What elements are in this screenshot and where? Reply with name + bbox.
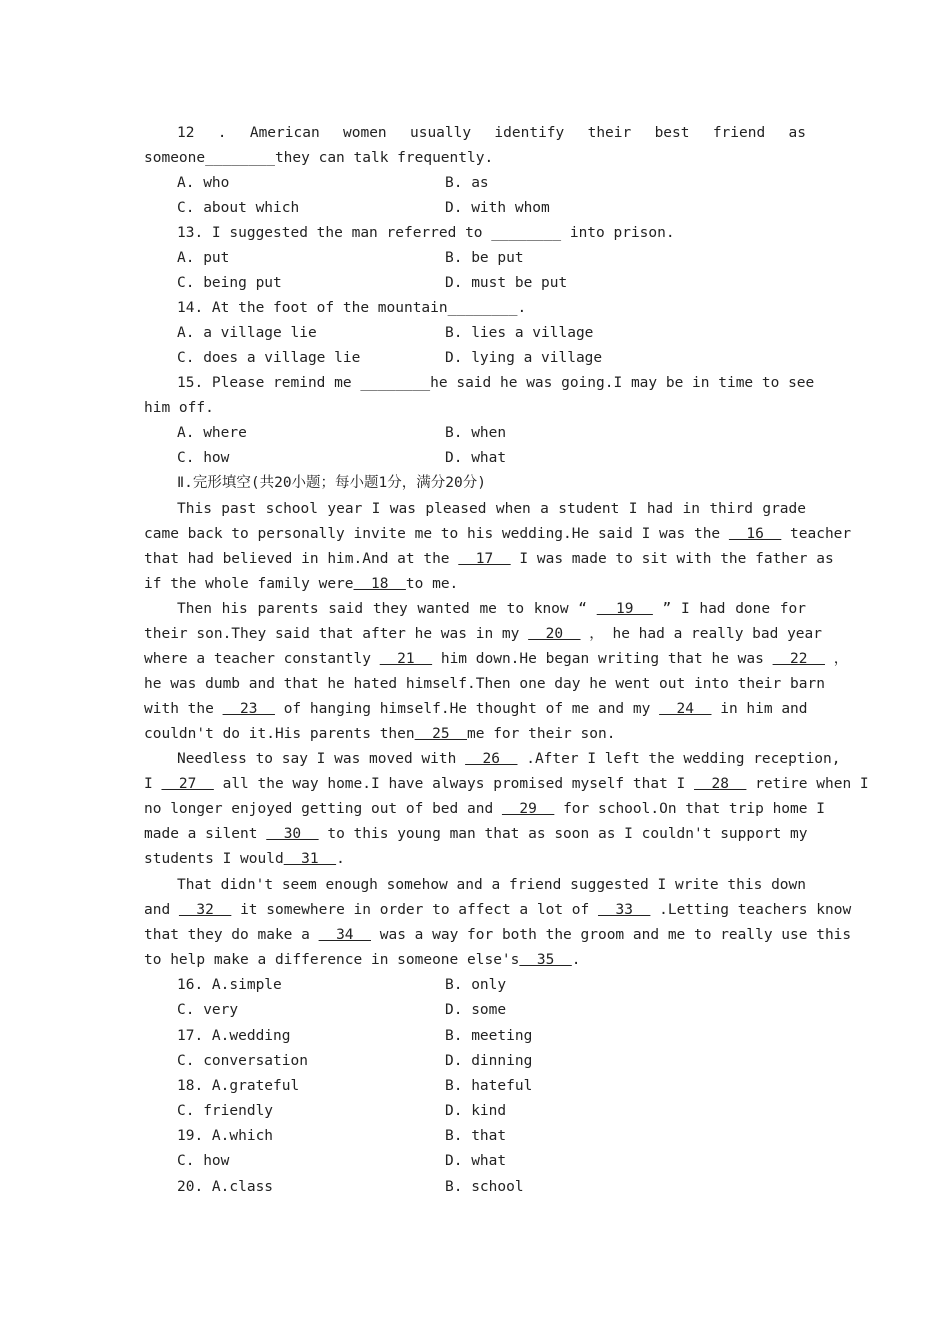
passage-line: That didn't seem enough somehow and a friend suggested I write this down (177, 877, 806, 893)
blank-25: 25 (414, 726, 468, 742)
passage-line: Needless to say I was moved with 26 .After I left the wedding reception, (177, 751, 841, 767)
question-14-option-b: B. lies a village (445, 325, 594, 341)
option-16-a: 16. A.simple (177, 977, 282, 993)
option-18-c: C. friendly (177, 1103, 274, 1119)
passage-line: I 27 all the way home.I have always promised myself that I 28 retire when I (144, 776, 869, 792)
blank-19: 19 (596, 601, 653, 617)
option-17-b: B. meeting (445, 1028, 533, 1044)
question-14-option-c: C. does a village lie (177, 350, 361, 366)
question-15-option-c: C. how (177, 450, 230, 466)
passage-line: that had believed in him.And at the 17 I was made to sit with the father as (144, 551, 834, 567)
passage-line: students I would 31 . (144, 851, 345, 867)
question-14-text: 14. At the foot of the mountain________. (177, 300, 527, 316)
blank-30: 30 (266, 826, 319, 842)
option-20-a: 20. A.class (177, 1179, 274, 1195)
blank-28: 28 (694, 776, 747, 792)
passage-line: if the whole family were 18 to me. (144, 576, 459, 592)
section-heading: Ⅱ.完形填空(共20小题；每小题1分，满分20分) (177, 475, 486, 491)
option-19-b: B. that (445, 1128, 507, 1144)
option-18-d: D. kind (445, 1103, 507, 1119)
blank-31: 31 (283, 851, 337, 867)
question-13-option-a: A. put (177, 250, 230, 266)
option-18-b: B. hateful (445, 1078, 533, 1094)
question-14-option-a: A. a village lie (177, 325, 317, 341)
passage-line: he was dumb and that he hated himself.Then one day he went out into their barn (144, 676, 825, 692)
passage-line: couldn't do it.His parents then 25 me for their son. (144, 726, 616, 742)
passage-line: and 32 it somewhere in order to affect a lot of 33 .Letting teachers know (144, 902, 852, 918)
question-12-option-d: D. with whom (445, 200, 550, 216)
question-13-option-c: C. being put (177, 275, 282, 291)
option-17-d: D. dinning (445, 1053, 533, 1069)
passage-line: no longer enjoyed getting out of bed and 29 for school.On that trip home I (144, 801, 825, 817)
passage-line: This past school year I was pleased when a student I had in third grade (177, 501, 806, 517)
passage-line: made a silent 30 to this young man that as soon as I couldn't support my (144, 826, 808, 842)
question-12-text: 12 . American women usually identify their best friend as (177, 125, 806, 141)
option-19-d: D. what (445, 1153, 507, 1169)
question-12-text-cont: someone________they can talk frequently. (144, 150, 494, 166)
blank-23: 23 (222, 701, 275, 717)
blank-18: 18 (353, 576, 406, 592)
option-18-a: 18. A.grateful (177, 1078, 300, 1094)
blank-20: 20 (528, 626, 581, 642)
option-19-a: 19. A.which (177, 1128, 274, 1144)
blank-34: 34 (318, 927, 371, 943)
question-12-option-b: B. as (445, 175, 489, 191)
question-15-text: 15. Please remind me ________he said he was going.I may be in time to see (177, 375, 815, 391)
option-16-d: D. some (445, 1002, 507, 1018)
passage-line: where a teacher constantly 21 him down.He began writing that he was 22 ， (144, 651, 849, 667)
blank-21: 21 (379, 651, 433, 667)
passage-line: their son.They said that after he was in my 20 ， he had a really bad year (144, 626, 822, 642)
question-13-option-b: B. be put (445, 250, 524, 266)
question-12-option-a: A. who (177, 175, 230, 191)
blank-17: 17 (458, 551, 511, 567)
option-17-a: 17. A.wedding (177, 1028, 291, 1044)
question-14-option-d: D. lying a village (445, 350, 603, 366)
blank-32: 32 (178, 902, 232, 918)
passage-line: came back to personally invite me to his wedding.He said I was the 16 teacher (144, 526, 852, 542)
question-15-option-a: A. where (177, 425, 247, 441)
question-15-text-cont: him off. (144, 400, 214, 416)
passage-line: to help make a difference in someone else's 35 . (144, 952, 581, 968)
blank-22: 22 (772, 651, 825, 667)
passage-line: with the 23 of hanging himself.He thought of me and my 24 in him and (144, 701, 808, 717)
blank-27: 27 (161, 776, 214, 792)
question-12-option-c: C. about which (177, 200, 300, 216)
option-20-b: B. school (445, 1179, 524, 1195)
option-17-c: C. conversation (177, 1053, 308, 1069)
passage-line: that they do make a 34 was a way for both the groom and me to really use this (144, 927, 852, 943)
blank-16: 16 (728, 526, 782, 542)
option-16-b: B. only (445, 977, 507, 993)
option-16-c: C. very (177, 1002, 239, 1018)
question-13-text: 13. I suggested the man referred to ________ into prison. (177, 225, 675, 241)
question-15-option-d: D. what (445, 450, 507, 466)
passage-line: Then his parents said they wanted me to know “ 19 ” I had done for (177, 601, 806, 617)
option-19-c: C. how (177, 1153, 230, 1169)
blank-35: 35 (519, 952, 572, 968)
question-13-option-d: D. must be put (445, 275, 568, 291)
blank-33: 33 (598, 902, 651, 918)
blank-26: 26 (465, 751, 518, 767)
blank-29: 29 (501, 801, 555, 817)
question-15-option-b: B. when (445, 425, 507, 441)
blank-24: 24 (659, 701, 712, 717)
